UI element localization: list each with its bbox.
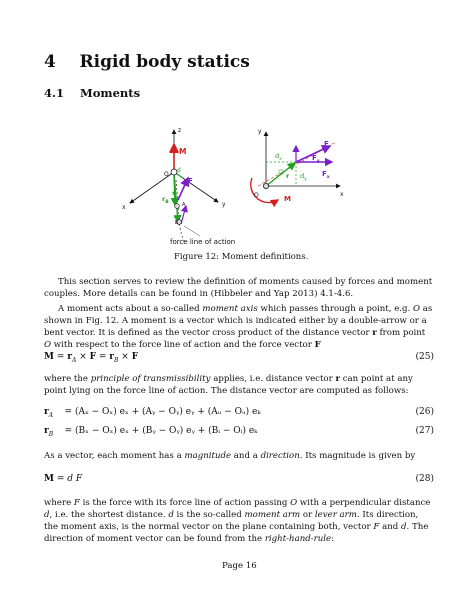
label-z: z: [178, 127, 182, 134]
right-diagram: [251, 128, 344, 203]
label-M-right: M: [284, 195, 291, 203]
equation-25: $M = r_A \times F = r_B \times F$: [44, 352, 139, 364]
r-vector: [266, 163, 295, 186]
label-r: r: [286, 172, 290, 180]
force-vector-2: [181, 206, 186, 224]
label-rA: r: [172, 189, 176, 197]
paragraph-4: As a vector, each moment has a magnitude and a direction. Its magnitude is given by: [44, 451, 416, 461]
paragraph-2: A moment acts about a so-called moment axis which passes through a point, e.g. O as shown in Fig. 12. A moment is a vector which is indicated either by a double-arrow or a bent vector. It is defined as the vector cross product of the distance vector r from point O with respect to the force line of action and the force vector F: [44, 304, 433, 350]
label-Fx: $F_x$: [322, 170, 330, 180]
equation-28-number: (28): [415, 474, 434, 484]
subsection-number: 4.1: [44, 86, 65, 100]
equation-26-number: (26): [415, 407, 434, 417]
section-number: 4: [44, 52, 56, 72]
force-line-caption: force line of action: [170, 238, 236, 246]
equation-26: $r_A$ = (Aₓ − Oₓ) eₓ + (Aᵧ − Oᵧ) eᵧ + (Aᵤ − Oᵤ) eₖ: [44, 407, 261, 419]
label-A: A: [182, 202, 186, 208]
equation-27: $r_B$ = (Bₓ − Oₓ) eₓ + (Bᵧ − Oᵧ) eᵧ + (Bᵢ − Oᵢ) eₖ: [44, 426, 258, 438]
label-d: d: [177, 167, 181, 174]
right-label-x: x: [340, 191, 344, 198]
caption-pointer: [184, 226, 200, 236]
figure-caption: Figure 12: Moment definitions.: [174, 252, 309, 262]
paragraph-1: This section serves to review the definition of moments caused by forces and moment couples. More details can be found in (Hibbeler and Yap 2013) 4.1-4.6.: [44, 277, 433, 299]
label-Fy: $F_y$: [312, 154, 320, 164]
label-F-right: F: [324, 140, 329, 148]
label-O: O: [164, 171, 169, 178]
label-O-right: O: [254, 192, 259, 199]
force-vector: [178, 178, 188, 200]
equation-25-number: (25): [415, 352, 434, 362]
label-x: x: [122, 204, 126, 211]
label-B: B: [175, 220, 179, 226]
section-title: Rigid body statics: [79, 52, 250, 72]
left-diagram: [122, 127, 235, 246]
subsection-title: Moments: [80, 86, 141, 100]
equation-27-number: (27): [415, 426, 434, 436]
label-M: M: [179, 147, 187, 156]
label-dy: $d_y$: [300, 172, 307, 182]
label-y: y: [222, 201, 226, 208]
page-number: Page 16: [222, 561, 257, 571]
label-dx: $d_x$: [275, 152, 282, 162]
label-F: F: [188, 177, 193, 185]
point-A: [175, 204, 180, 209]
paragraph-5: where F is the force with its force line of action passing O with a perpendicular distance d, i.e. the shortest distance. d is the so-called moment arm or lever arm. Its direction, the moment axis, is the normal vector on the plane containing both, vector F and d. The direction of moment vector can be found from the right-hand-rule:: [44, 498, 431, 544]
equation-28: M = d F: [44, 474, 83, 484]
paragraph-3: where the principle of transmissibility applies, i.e. distance vector r can point at any point lying on the force line of action. The distance vector are computed as follows:: [44, 374, 413, 396]
right-origin: [263, 183, 268, 188]
right-label-y: y: [258, 128, 262, 135]
label-rB: $r_B$: [162, 195, 169, 205]
